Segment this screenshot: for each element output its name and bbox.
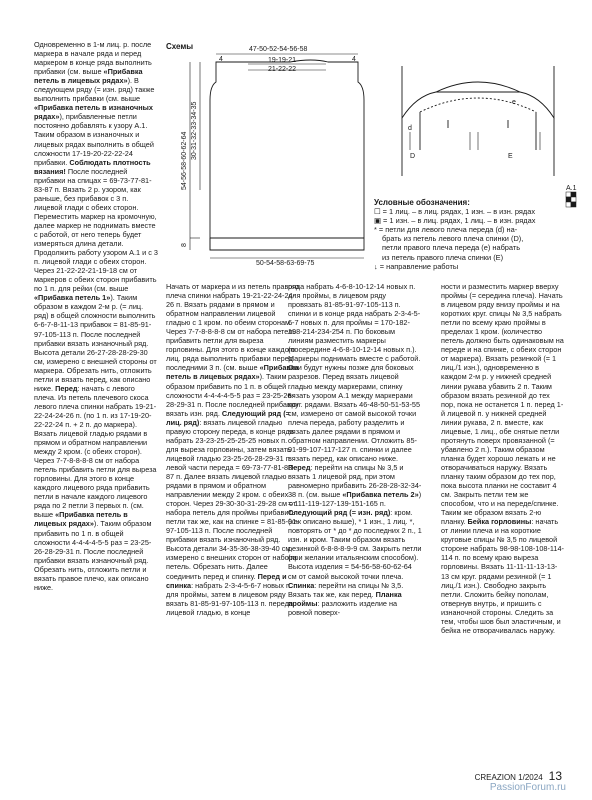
bold-term: Планка проймы [288,589,402,608]
bold-term: «Прибавка петель 1» [34,293,111,303]
text-run: Начать от маркера и из петель правого плеча спинки набрать 19-21-22-24-24-26 п. Вязать рядами в прямом и обратном направлении лицевой гладью с 1 кром. по обеим сторонам. Через 7-7-8-8-8-8 см от набора петель прибавить петли для выреза горловины. Для этого в конце каждого лиц. ряда выполнить прибавки перед последними 3 п. (см. выше [166,282,299,373]
dim-top-width: 47-50-52-54-56-58 [249,46,308,53]
text-run: : разложить изделие на ровной поверх- [288,598,398,617]
bold-term: Перед и спинка [166,571,287,590]
dim-rib-height: 8 [181,243,188,247]
text-run: : перейти на спицы № 3,5 и вязать 1 лицевой ряд, при этом равномерно прибавить 26-28-28-32-34-38 п. (см. выше [288,462,422,500]
legend [374,198,579,271]
text-run: ). Таким образом прибавить по 1 п. в общей сложности 4-4-4-4-5-5 раз = 23-25-26-28-29-31 п. После последней прибавки вязать изнаночный ряд. Обрезать нить, отложить петли и вязать правое плечо, как описано ниже. [34,519,152,592]
text-run: : начать от линии плеча и на короткие круговые спицы № 3,5 по лицевой стороне набрать 98-98-108-108-114-114 п. по всему краю выреза горловины. Вязать 11-11-11-13-13-13 см круг. рядами резинкой (= 1 лиц./1 изн.). Свободно закрыть петли. Сложить бейку пополам, отвернув внутрь, и пришить с изнаночной стороны. Следить за тем, чтобы шов был эластичным, и бейка не отворачивалась наружу. [441,517,564,635]
bold-term: Соблюдать плотность вязания! [34,157,151,176]
text-run: ряда набрать 4-6-8-10-12-14 новых п. для проймы, в лицевом ряду провязать 81-85-91-97-105-113 п. спинки и в конце ряда набрать 2-3-4-5-6-7 новых п. для проймы = 170-182-198-214-234-254 п. По боковым линиям разместить маркеры (посередине 4-6-8-10-12-14 новых п.). Маркеры поднимать вместе с работой. Они будут нужны позже для боковых разрезов. Перед вязать лицевой гладью между маркерами, спинку вязать узором А.1 между маркерами круг. рядами. Вязать 46-48-50-51-53-55 см, измерено от самой высокой точки плеча переда, работу разделить и вязать далее рядами в прямом и обратном направлении. Отложить 85-91-99-107-117-127 п. спинки и далее вязать перед, как описано ниже. [288,282,421,463]
yoke-label-D: D [410,153,416,160]
text-run: : вязать лицевой гладью правую сторону переда, в конце ряда набрать 23-23-25-25-25-25 новых п. для выреза горловины, затем вязать лицевой гладью 23-25-26-28-29-31 п. левой части переда = 69-73-77-81-83-87 п. Далее вязать лицевой гладью рядами в прямом и обратном направлении между 2 кром. с обеих сторон. Через 29-30-30-31-29-28 см от набора петель для проймы прибавить петли так же, как на спинке = 81-85-91-97-105-113 п. После последней прибавки вязать изнаночный ряд. Высота детали 34-35-36-38-39-40 см, измерено с внешних сторон от набора петель. Обрезать нить. Далее соединить перед и спинку. [166,417,299,581]
legend-title: Условные обозначения: [374,198,470,207]
body-outline [210,60,364,250]
dim-length-inner: 30-31-32-33-34-35 [191,101,198,160]
page-footer [475,769,562,783]
bold-term: Бейка горловины [467,517,532,527]
yoke-label-d: d [408,125,412,132]
legend-line: ▣ = 1 изн. – в лиц. рядах, 1 лиц. – в изн. рядах [374,216,536,226]
text-run: : начать с левого плеча. Из петель плечевого скоса левого плеча спинки набрать 19-21-22-24-24-26 п. (по 1 п. из 17-19-20-22-22-24 п. + 2 п. до маркера). Вязать лицевой гладью рядами в прямом и обратном направлении между 2 кром. (с обеих сторон). Через 7-7-8-8-8-8 см от набора петель прибавить петли для выреза горловины. Для этого в конце каждого лицевого ряда прибавить петли в начале каждого лицевого ряда по 2 петли 3 первых п. (см. выше [34,383,157,520]
magazine-issue: CREAZION 1/2024 [474,773,543,782]
text-run: ). Таким образом в каждом 2-м р. (= лиц. ряд) в общей сложности выполнить 6-6-7-8-11-13 прибавок = 81-85-91-97-105-113 п. После последней прибавки вязать изнаночный ряд. Высота детали 26-27-28-28-29-30 см, измерено с внешней стороны от маркера. Обрезать нить, отложить петли и вязать перед, как описано ниже. [34,293,157,393]
dim-bottom-width: 50-54-58-63-69-75 [256,260,315,267]
bold-term: Перед [55,383,78,393]
text-run: Одновременно в 1-м лиц. р. после маркера в начале ряда и перед маркером в конце ряда выполнить прибавки (см. выше [34,40,152,77]
yoke-label-E: E [508,153,513,160]
dim-neck-1: 19-19-21 [268,57,297,64]
text-run: : набрать 2-3-4-5-6-7 новых п. для проймы, затем в лицевом ряду вязать 81-85-91-97-105-113 п. переда лицевой гладью, в конце [166,580,293,617]
watermark: PassionForum.ru [489,782,566,793]
text-run: ). В следующем ряду (= изн. ряд) также выполнить прибавки (см. выше [34,76,155,104]
legend-line: ↓ = направление работы [374,261,459,271]
dim-neck-2: 21-22-22 [268,66,297,73]
bold-term: Спинка [288,580,315,590]
legend-line: ☐ = 1 лиц. – в лиц. рядах, 1 изн. – в изн. рядах [374,207,536,217]
text-run: ), прибавленные петли постоянно добавлять к узору А.1. Таким образом в изнаночных и лицевых рядах выполнить в общей сложности 17-19-20-22-22-24 прибавки. [34,112,154,167]
yoke-label-e: e [512,99,516,106]
chart-a1-label: A.1 [566,185,577,192]
legend-line: * = петли для левого плеча переда (d) на- [374,225,518,235]
bold-term: «Прибавка петель в изнаночных рядах» [34,103,153,122]
dim-length-outer: 54-56-58-60-62-64 [181,131,188,190]
legend-line: из петель правого плеча спинки (E) [382,252,504,262]
schematic-title: Схемы [166,42,194,51]
dim-shoulder-right: 4 [352,56,356,63]
text-run: ности и разместить маркер вверху проймы (= середина плеча). Начать в лицевом ряду внизу проймы и на коротких круг. спицы № 3,5 набрать петли по всему краю проймы в пределах 1 кром. (количество петель должно быть одинаковым на переде и на спинке, с обеих сторон от маркера). Вязать резинкой (= 1 лиц./1 изн.), одновременно в каждом 2-м р. у нижней средней линии рукава убавить 2 п. Таким образом вязать резинкой до тех пор, пока не останется 1 п. перед 1-й лицевой п. у нижней средней линии рукава, 2 п. вместе, как лицевые, 1 лиц., обе снятые петли протянуть поверх провязанной (= убавлено 2 п.). Таким образом планка будет хорошо лежать и не отворачиваться наружу. Вязать планку таким образом до тех пор, пока высота планки не составит 4 см. Закрыть петли тем же способом, что и на переде/спинке. Таким же образом вязать 2-ю планку. [441,282,564,527]
legend-line: петли правого плеча переда (e) набрать [382,243,521,253]
bold-term: «Прибавка петель 2» [342,490,419,500]
dim-shoulder-left: 4 [219,56,223,63]
bold-term: «Прибавка петель в лицевых рядах» [166,363,299,382]
bold-term: Перед [288,462,311,472]
bold-term: Следующий ряд (= изн. ряд) [288,508,391,518]
page-number: 13 [548,769,562,783]
bold-term: «Прибавка петель в лицевых рядах» [34,510,128,529]
legend-line: брать из петель левого плеча спинки (D), [382,234,524,244]
text-run: : кром. (как описано выше), * 1 изн., 1 лиц. *, повторять от * до * до последних 2 п., 1 изн. и кром. Таким образом вязать резинкой 6-8-8-8-9-9 см. Закрыть петли (при желании итальянским способом). Высота изделия = 54-56-58-60-62-64 см от самой высокой точки плеча. [288,508,422,581]
text-run: ) = 111-119-127-139-151-165 п. [288,490,422,509]
text-run: После последней прибавки на спицах = 69-73-77-81-83-87 п. Вязать 2 р. узором, как раньше, без прибавок с 3 п. лицевой глади с обеих сторон. Переместить маркер на кромочную, далее маркер не поднимать вместе с работой, от него теперь будет измеряться длина детали. Продолжить работу узором А.1 и с 3 п. лицевой глади с обеих сторон. Через 21-22-22-21-19-18 см от маркеров с обеих сторон прибавить по 1 п. для рейки (см. выше [34,166,158,294]
text-run: ). Таким образом прибавить по 1 п. в общей сложности 4-4-4-4-5-5 раз = 23-25-26-28-29-31 п. После последней прибавки вязать изн. ряд. [166,372,299,418]
bold-term: Следующий ряд (= лиц. ряд) [166,408,290,427]
bold-term: «Прибавка петель в лицевых рядах» [34,67,143,86]
text-run: : перейти на спицы № 3,5. Вязать так же, как перед. [288,580,404,599]
